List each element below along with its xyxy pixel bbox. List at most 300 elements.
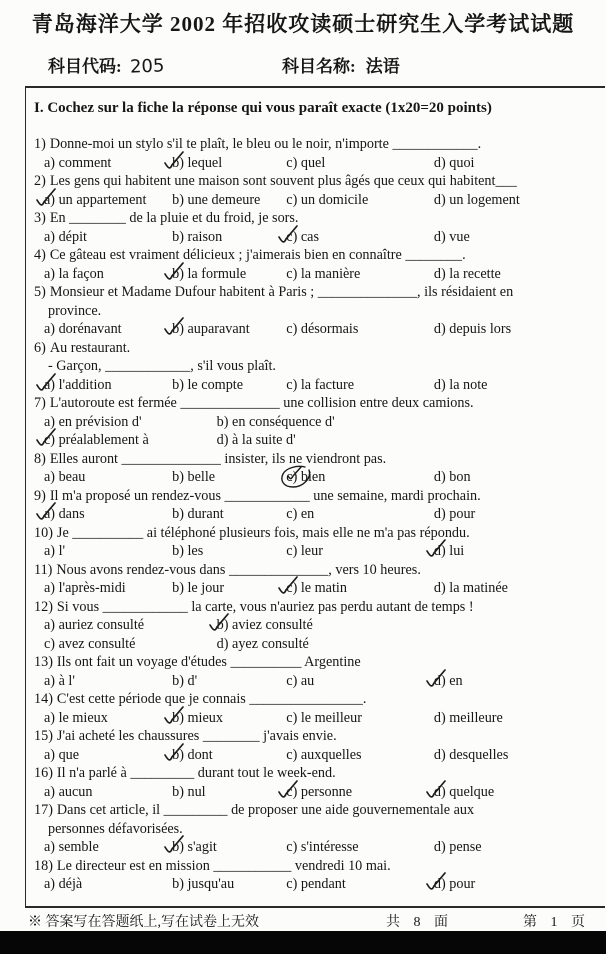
option: [172, 709, 286, 728]
option: [217, 413, 601, 432]
question: [26, 524, 605, 561]
option-letter-wrap: [286, 783, 297, 802]
option-text: cas: [300, 228, 319, 245]
options-row: [26, 376, 605, 395]
option: [434, 265, 601, 284]
option-text: aucun: [58, 783, 93, 800]
option-text: dont: [187, 746, 213, 763]
option: [44, 579, 172, 598]
question-text-continuation: personnes défavorisées.: [48, 820, 183, 837]
option-letter: d): [433, 376, 446, 393]
question-text: Au restaurant.: [49, 339, 131, 356]
option-text: un appartement: [58, 191, 147, 208]
option-letter: a): [44, 876, 56, 892]
option-letter: a): [44, 580, 56, 596]
question-text-line: [26, 653, 605, 672]
option: [44, 154, 172, 173]
option-letter: b): [172, 228, 184, 245]
option: [434, 746, 601, 765]
option-text: pour: [449, 506, 476, 522]
option-text: que: [58, 746, 80, 763]
question-text: Ce gâteau est vraiment délicieux ; j'aimerais bien en connaître ________.: [49, 247, 466, 263]
option-letter-wrap: [286, 709, 297, 728]
question-text-line: [26, 727, 605, 746]
question-text-line: [26, 524, 605, 543]
option-letter: b): [172, 321, 184, 337]
question-text-line: [26, 339, 605, 358]
option-letter: d): [433, 321, 446, 337]
option: [44, 746, 172, 765]
option-letter-wrap: [172, 154, 184, 173]
option-letter: a): [44, 783, 56, 800]
question-text: Dans cet article, il _________ de proposer une aide gouvernementale aux: [56, 802, 475, 818]
option-text: pour: [449, 876, 476, 892]
option-letter-wrap: [172, 376, 184, 395]
options-row: [26, 505, 605, 524]
option: [286, 265, 434, 284]
exam-title: 青岛海洋大学 2002 年招收攻读硕士研究生入学考试试题: [31, 12, 575, 36]
options-row: [26, 542, 605, 561]
question-text-line: [26, 801, 605, 820]
subject-info-row: [48, 52, 586, 77]
option-letter-wrap: [434, 672, 446, 691]
option: [434, 228, 601, 247]
option-letter-wrap: [44, 672, 55, 691]
option-letter: c): [286, 876, 298, 892]
subject-name: 法语: [365, 57, 400, 76]
option: [286, 875, 434, 894]
option-text: désormais: [300, 321, 359, 337]
option-letter-wrap: [286, 672, 297, 691]
option-text: le meilleur: [300, 709, 362, 726]
option: [172, 783, 286, 802]
question-number: 6): [34, 339, 46, 356]
option-letter-wrap: [286, 228, 297, 247]
option: [286, 320, 434, 339]
question: [26, 561, 605, 598]
option-letter-wrap: [172, 228, 184, 247]
option-text: s'intéresse: [300, 839, 359, 855]
option-letter: c): [286, 191, 298, 208]
option: [286, 376, 434, 395]
option-letter-wrap: [172, 542, 184, 561]
options-row: [26, 616, 605, 653]
question-text-line: [26, 394, 605, 413]
option-letter: c): [286, 543, 298, 559]
option-letter: b): [172, 506, 184, 522]
total-pages: 共 8 面: [386, 915, 453, 930]
question: [26, 394, 605, 450]
option: [286, 672, 434, 691]
options-row: [26, 709, 605, 728]
option: [286, 191, 434, 210]
page-footer: [28, 911, 596, 931]
option: [172, 875, 286, 894]
question-text-line: [26, 283, 605, 302]
option-letter-wrap: [434, 875, 446, 894]
question-number: 4): [34, 247, 46, 263]
question-text: Il m'a proposé un rendez-vous ____________ une semaine, mardi prochain.: [49, 487, 481, 504]
option-letter-wrap: [44, 228, 55, 247]
option-letter: c): [286, 228, 298, 245]
option-letter-wrap: [286, 320, 297, 339]
option: [434, 154, 601, 173]
question: [26, 135, 605, 172]
option: [172, 672, 286, 691]
option-letter-wrap: [172, 191, 184, 210]
option: [434, 320, 601, 339]
question: [26, 246, 605, 283]
option-text: dorénavant: [58, 321, 122, 337]
option: [434, 709, 601, 728]
option-text: quelque: [449, 783, 495, 800]
question-number: 7): [34, 395, 46, 411]
question-text: Ils ont fait un voyage d'études __________ Argentine: [56, 654, 361, 670]
question-number: 17): [34, 802, 53, 818]
option-letter: d): [433, 191, 446, 208]
option-letter: a): [44, 154, 56, 171]
option: [434, 505, 601, 524]
question-text-line: [26, 450, 605, 469]
question-text-line: [26, 209, 605, 228]
option-text: la manière: [300, 265, 361, 282]
option-letter: b): [172, 839, 184, 855]
option-text: belle: [187, 469, 216, 485]
option-letter: b): [172, 580, 184, 596]
option-letter: c): [44, 432, 56, 448]
option-letter-wrap: [434, 838, 446, 857]
option-letter-wrap: [44, 542, 55, 561]
option-letter: c): [286, 469, 298, 485]
option: [44, 468, 172, 487]
option-letter: d): [433, 672, 446, 689]
option-text: auparavant: [187, 321, 250, 337]
option-letter: b): [172, 265, 184, 282]
options-row: [26, 191, 605, 210]
question-text-line: [26, 857, 605, 876]
option-letter: a): [44, 839, 56, 855]
option: [44, 376, 172, 395]
option-text: en prévision d': [58, 413, 142, 430]
option-letter-wrap: [434, 468, 446, 487]
question-number: 12): [34, 598, 53, 615]
option-letter-wrap: [434, 228, 446, 247]
option-letter-wrap: [434, 320, 446, 339]
option-text: vue: [449, 228, 470, 245]
option: [44, 228, 172, 247]
option-letter: c): [44, 635, 56, 652]
option: [44, 838, 172, 857]
option: [434, 542, 601, 561]
question: [26, 857, 605, 894]
question-number: 18): [34, 857, 53, 874]
option: [434, 579, 601, 598]
question-text: Donne-moi un stylo s'il te plaît, le bleu ou le noir, n'importe ____________.: [49, 136, 482, 152]
option-text: la formule: [187, 265, 247, 282]
option-letter-wrap: [44, 431, 55, 450]
option-letter: b): [216, 413, 229, 430]
question-number: 10): [34, 524, 53, 541]
option-letter-wrap: [434, 376, 446, 395]
option-letter: b): [172, 672, 184, 689]
option-letter-wrap: [44, 709, 55, 728]
option-letter: b): [172, 469, 184, 485]
question: [26, 653, 605, 690]
option-letter-wrap: [172, 672, 184, 691]
option-text: avez consulté: [58, 635, 136, 652]
scan-edge-bar: [0, 931, 606, 954]
option-letter-wrap: [44, 616, 55, 635]
option-text: la facture: [300, 376, 355, 393]
option-letter: c): [286, 154, 298, 171]
option-letter: a): [44, 617, 56, 633]
option-letter: c): [286, 709, 298, 726]
option-text: l'addition: [58, 376, 112, 393]
question-text: C'est cette période que je connais ________________.: [56, 691, 367, 707]
option: [286, 228, 434, 247]
option-letter-wrap: [434, 191, 446, 210]
option-text: bon: [449, 469, 471, 485]
question-number: 5): [34, 284, 46, 300]
question: [26, 727, 605, 764]
question-number: 1): [34, 136, 46, 152]
option-text: d': [187, 672, 198, 689]
option-letter: a): [44, 709, 56, 726]
option-text: auxquelles: [300, 746, 362, 763]
question: [26, 209, 605, 246]
option: [44, 542, 172, 561]
question-text: Elles auront ______________ insister, ils ne viendront pas.: [49, 450, 387, 467]
question-text-line: [26, 690, 605, 709]
option-letter: a): [44, 376, 56, 393]
answer-sheet-note: ※ 答案写在答题纸上,写在试卷上无效: [28, 915, 259, 930]
questions-list: [26, 135, 605, 894]
option-text: une demeure: [187, 191, 261, 208]
option: [172, 542, 286, 561]
question-number: 8): [34, 450, 46, 467]
option: [286, 154, 434, 173]
option-text: quoi: [449, 154, 475, 171]
current-page: 第 1 页: [523, 915, 590, 930]
option-letter-wrap: [172, 875, 184, 894]
option-text: à la suite d': [232, 432, 296, 448]
option-letter: d): [433, 839, 446, 855]
option-letter-wrap: [44, 746, 55, 765]
option-text: l': [58, 543, 66, 559]
option-letter: d): [216, 432, 229, 448]
option-letter-wrap: [434, 154, 446, 173]
options-row: [26, 468, 605, 487]
option-letter-wrap: [172, 468, 184, 487]
option: [44, 505, 172, 524]
question-text-line: [26, 172, 605, 191]
option: [172, 154, 286, 173]
option-text: personne: [300, 783, 353, 800]
option: [434, 468, 601, 487]
question-text: J'ai acheté les chaussures ________ j'avais envie.: [56, 728, 337, 744]
option-letter-wrap: [172, 320, 184, 339]
question-text-line: [26, 487, 605, 506]
option-letter-wrap: [286, 542, 297, 561]
option-text: en conséquence d': [232, 413, 335, 430]
question: [26, 487, 605, 524]
option-letter: d): [433, 154, 446, 171]
option-letter: a): [44, 746, 56, 763]
option-text: un logement: [449, 191, 520, 208]
option-letter: b): [172, 191, 184, 208]
options-row: [26, 838, 605, 857]
option-letter: b): [216, 617, 229, 633]
option-letter: d): [433, 228, 446, 245]
option-letter-wrap: [217, 635, 229, 654]
option: [172, 746, 286, 765]
option-letter-wrap: [434, 783, 446, 802]
option-letter-wrap: [44, 635, 55, 654]
option-text: bien: [300, 469, 326, 485]
option-text: desquelles: [449, 746, 509, 763]
option-letter-wrap: [286, 746, 297, 765]
option-letter: a): [44, 228, 56, 245]
option-letter: d): [433, 506, 446, 522]
option: [434, 672, 601, 691]
question-text: Il n'a parlé à _________ durant tout le week-end.: [56, 765, 336, 781]
option-letter: d): [433, 876, 446, 892]
option-letter-wrap: [172, 505, 184, 524]
option: [286, 505, 434, 524]
exam-content-box: [25, 86, 605, 908]
option: [172, 376, 286, 395]
question: [26, 764, 605, 801]
option: [286, 783, 434, 802]
option-text: pense: [449, 839, 482, 855]
option-letter: b): [172, 709, 184, 726]
option-letter-wrap: [217, 413, 229, 432]
question-text-line: [26, 598, 605, 617]
option-letter-wrap: [44, 838, 55, 857]
options-row: [26, 413, 605, 450]
option-text: beau: [58, 469, 86, 485]
question: [26, 450, 605, 487]
question-text: Si vous ____________ la carte, vous n'auriez pas perdu autant de temps !: [56, 598, 474, 615]
option-text: en: [300, 506, 315, 522]
option: [217, 635, 601, 654]
option-letter-wrap: [44, 413, 55, 432]
question-number: 11): [34, 561, 53, 578]
option-letter-wrap: [286, 468, 297, 487]
option-text: l'après-midi: [58, 580, 126, 596]
option-letter-wrap: [286, 875, 297, 894]
option-letter: a): [44, 265, 56, 282]
option: [286, 579, 434, 598]
option-text: les: [187, 543, 204, 559]
option-letter-wrap: [172, 265, 184, 284]
question: [26, 172, 605, 209]
option-text: un domicile: [300, 191, 369, 208]
options-row: [26, 228, 605, 247]
option-letter: a): [44, 672, 56, 689]
option-text: pendant: [300, 876, 346, 892]
option-letter: c): [286, 783, 298, 800]
option: [44, 672, 172, 691]
question-text: En ________ de la pluie et du froid, je sors.: [49, 210, 299, 226]
option-letter-wrap: [286, 376, 297, 395]
question: [26, 598, 605, 654]
option-text: aviez consulté: [232, 617, 313, 633]
option-letter-wrap: [434, 709, 446, 728]
option-letter-wrap: [434, 505, 446, 524]
option: [286, 746, 434, 765]
option-text: le mieux: [58, 709, 108, 726]
option-letter-wrap: [44, 579, 55, 598]
option-letter: a): [44, 413, 56, 430]
option: [44, 431, 217, 450]
option-letter-wrap: [44, 783, 55, 802]
question-text-continuation: - Garçon, ____________, s'il vous plaît.: [48, 358, 276, 374]
option-letter: d): [433, 580, 446, 596]
option-letter: d): [216, 635, 229, 652]
option: [286, 542, 434, 561]
option-letter: c): [286, 376, 298, 393]
question-text: Nous avons rendez-vous dans ______________, vers 10 heures.: [56, 561, 421, 578]
option-text: quel: [300, 154, 326, 171]
subject-code-label: 科目代码:: [48, 57, 122, 76]
option-letter-wrap: [44, 376, 55, 395]
option: [172, 228, 286, 247]
option-letter-wrap: [286, 265, 297, 284]
option-letter-wrap: [286, 154, 297, 173]
option-letter-wrap: [44, 505, 55, 524]
question-text: Monsieur et Madame Dufour habitent à Paris ; ______________, ils résidaient en: [49, 284, 514, 300]
option-letter-wrap: [44, 320, 55, 339]
option-letter: d): [433, 783, 446, 800]
option-letter: a): [44, 506, 56, 522]
subject-code-handwritten: 205: [129, 55, 165, 78]
option-letter: c): [286, 746, 298, 763]
option: [172, 320, 286, 339]
option: [44, 191, 172, 210]
section-heading: I. Cochez sur la fiche la réponse qui vous paraît exacte (1x20=20 points): [34, 100, 492, 116]
option-letter-wrap: [286, 579, 297, 598]
option-text: déjà: [58, 876, 83, 892]
option-text: s'agit: [187, 839, 217, 855]
option: [172, 505, 286, 524]
option-letter-wrap: [44, 265, 55, 284]
option-letter-wrap: [286, 191, 297, 210]
option-text: à l': [58, 672, 75, 689]
option: [172, 838, 286, 857]
options-row: [26, 265, 605, 284]
option: [434, 376, 601, 395]
option-text: semble: [58, 839, 99, 855]
question-text: L'autoroute est fermée ______________ une collision entre deux camions.: [49, 395, 474, 411]
option: [44, 875, 172, 894]
option-letter: d): [433, 265, 446, 282]
options-row: [26, 875, 605, 894]
option: [44, 265, 172, 284]
question-number: 2): [34, 173, 46, 189]
option-text: la note: [449, 376, 488, 393]
option: [286, 468, 434, 487]
option-letter: d): [433, 709, 446, 726]
option: [434, 875, 601, 894]
option: [172, 265, 286, 284]
question-number: 16): [34, 765, 53, 781]
option-letter: d): [433, 469, 446, 485]
option-letter-wrap: [172, 709, 184, 728]
question-text-line: [26, 246, 605, 265]
question-number: 9): [34, 487, 46, 504]
option-letter-wrap: [434, 542, 446, 561]
